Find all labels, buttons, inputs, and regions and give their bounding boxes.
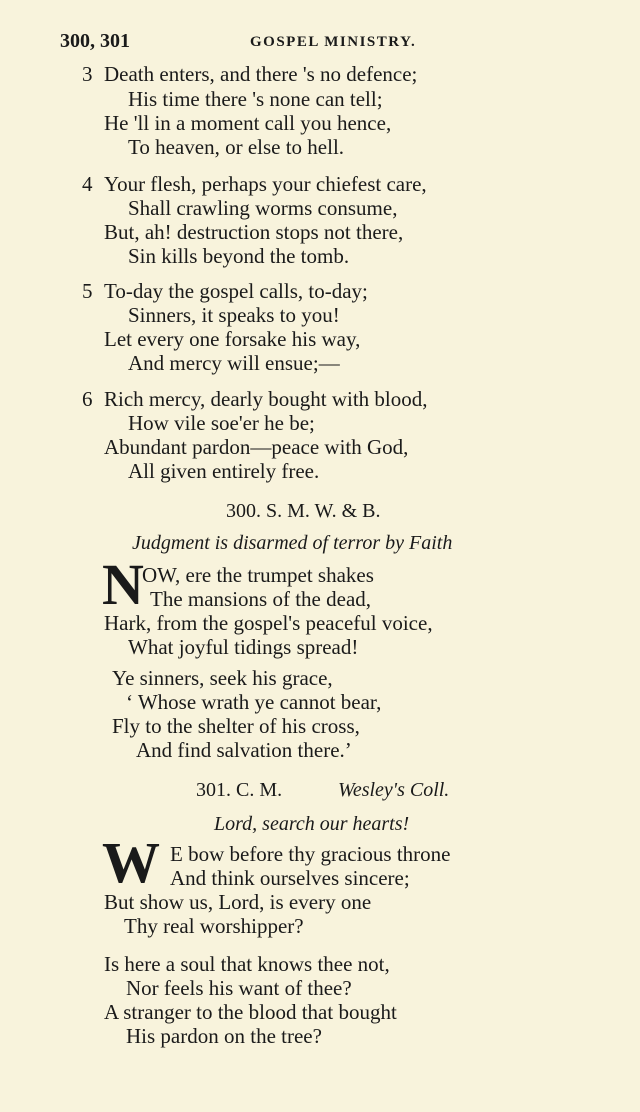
verse-line: All given entirely free. bbox=[128, 459, 320, 483]
verse-line: And mercy will ensue;— bbox=[128, 351, 340, 375]
stanza-number: 5 bbox=[82, 279, 93, 303]
verse-line: Rich mercy, dearly bought with blood, bbox=[104, 387, 428, 411]
verse-line: OW, ere the trumpet shakes bbox=[142, 563, 374, 587]
verse-line: ‘ Whose wrath ye cannot bear, bbox=[126, 690, 382, 714]
verse-line: The mansions of the dead, bbox=[150, 587, 372, 611]
hymn-subtitle: Judgment is disarmed of terror by Faith bbox=[132, 532, 453, 554]
verse-line: His time there 's none can tell; bbox=[128, 87, 383, 111]
hymn-heading: 301. C. M. bbox=[196, 779, 283, 801]
hymn-heading: 300. S. M. W. & B. bbox=[226, 500, 381, 522]
verse-line: His pardon on the tree? bbox=[126, 1024, 322, 1048]
drop-cap: N bbox=[102, 552, 144, 617]
stanza-number: 6 bbox=[82, 387, 93, 411]
verse-line: Sin kills beyond the tomb. bbox=[128, 244, 350, 268]
page-header bbox=[60, 30, 580, 54]
verse-line: Shall crawling worms consume, bbox=[128, 196, 398, 220]
verse-line: Nor feels his want of thee? bbox=[126, 976, 352, 1000]
verse-line: But show us, Lord, is every one bbox=[104, 890, 372, 914]
verse-line: He 'll in a moment call you hence, bbox=[104, 111, 392, 135]
verse-line: Is here a soul that knows thee not, bbox=[104, 952, 390, 976]
verse-line: Death enters, and there 's no defence; bbox=[104, 62, 418, 86]
verse-line: E bow before thy gracious throne bbox=[170, 842, 451, 866]
verse-line: To heaven, or else to hell. bbox=[128, 135, 345, 159]
verse-line: Let every one forsake his way, bbox=[104, 327, 361, 351]
verse-line: Your flesh, perhaps your chiefest care, bbox=[104, 172, 427, 196]
verse-line: And find salvation there.’ bbox=[136, 738, 352, 762]
verse-line: What joyful tidings spread! bbox=[128, 635, 359, 659]
stanza-number: 3 bbox=[82, 62, 93, 86]
running-title: GOSPEL MINISTRY. bbox=[250, 34, 417, 50]
verse-line: But, ah! destruction stops not there, bbox=[104, 220, 404, 244]
verse-line: How vile soe'er he be; bbox=[128, 411, 315, 435]
verse-line: And think ourselves sincere; bbox=[170, 866, 410, 890]
verse-line: Sinners, it speaks to you! bbox=[128, 303, 340, 327]
hymn-subtitle: Lord, search our hearts! bbox=[214, 813, 410, 835]
verse-line: To-day the gospel calls, to-day; bbox=[104, 279, 368, 303]
verse-line: Hark, from the gospel's peaceful voice, bbox=[104, 611, 433, 635]
page-numbers: 300, 301 bbox=[60, 30, 130, 52]
drop-cap: W bbox=[102, 830, 160, 895]
verse-line: Thy real worshipper? bbox=[124, 914, 304, 938]
verse-line: Fly to the shelter of his cross, bbox=[112, 714, 360, 738]
verse-line: A stranger to the blood that bought bbox=[104, 1000, 397, 1024]
verse-line: Abundant pardon—peace with God, bbox=[104, 435, 409, 459]
hymn-source: Wesley's Coll. bbox=[338, 779, 450, 801]
stanza-number: 4 bbox=[82, 172, 93, 196]
verse-line: Ye sinners, seek his grace, bbox=[112, 666, 333, 690]
